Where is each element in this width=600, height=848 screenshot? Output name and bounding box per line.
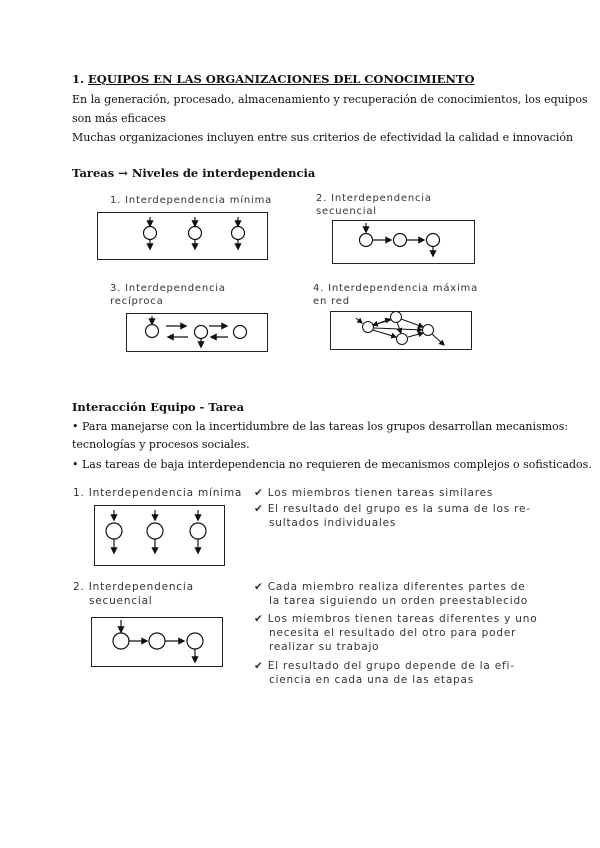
- diagram-label: 1. Interdependencia mínima: [110, 195, 273, 206]
- bullet-line: • Las tareas de baja interdependencia no requieren de mecanismos complejos o sofisticados.: [72, 458, 592, 471]
- section-number: 1.: [72, 72, 85, 86]
- check-icon: ✔: [254, 487, 264, 499]
- paragraph-line: son más eficaces: [72, 112, 166, 125]
- paragraph-line: Muchas organizaciones incluyen entre sus criterios de efectividad la calidad e innovación: [72, 131, 574, 144]
- diagram-label: 4. Interdependencia máxima en red: [313, 283, 479, 307]
- check-item: ✔ Cada miembro realiza diferentes partes de la tarea siguiendo un orden preestablecido: [254, 581, 529, 607]
- check-item: ✔ El resultado del grupo es la suma de los re- sultados individuales: [254, 503, 531, 529]
- diagram-label: 3. Interdependencia recíproca: [110, 283, 226, 307]
- tareas-heading: Tareas → Niveles de interdependencia: [72, 166, 316, 180]
- check-icon: ✔: [254, 613, 264, 625]
- check-icon: ✔: [254, 503, 264, 515]
- diagram-label: 2. Interdependencia secuencial: [316, 193, 432, 217]
- section-title-text: EQUIPOS EN LAS ORGANIZACIONES DEL CONOCIMIENTO: [88, 72, 475, 86]
- block-label: 2. Interdependencia secuencial: [73, 581, 194, 607]
- bullet-line: tecnologías y procesos sociales.: [72, 438, 250, 451]
- check-item: ✔ Los miembros tienen tareas similares: [254, 487, 494, 499]
- bullet-line: • Para manejarse con la incertidumbre de las tareas los grupos desarrollan mecanismos:: [72, 420, 569, 433]
- check-icon: ✔: [254, 660, 264, 672]
- check-item: ✔ Los miembros tienen tareas diferentes y uno necesita el resultado del otro para poder realizar su trabajo: [254, 613, 538, 653]
- paragraph-line: En la generación, procesado, almacenamiento y recuperación de conocimientos, los equipos: [72, 93, 588, 106]
- block-label: 1. Interdependencia mínima: [73, 487, 243, 499]
- interaccion-heading: Interacción Equipo - Tarea: [72, 400, 245, 414]
- check-icon: ✔: [254, 581, 264, 593]
- check-item: ✔ El resultado del grupo depende de la efi- ciencia en cada una de las etapas: [254, 660, 515, 686]
